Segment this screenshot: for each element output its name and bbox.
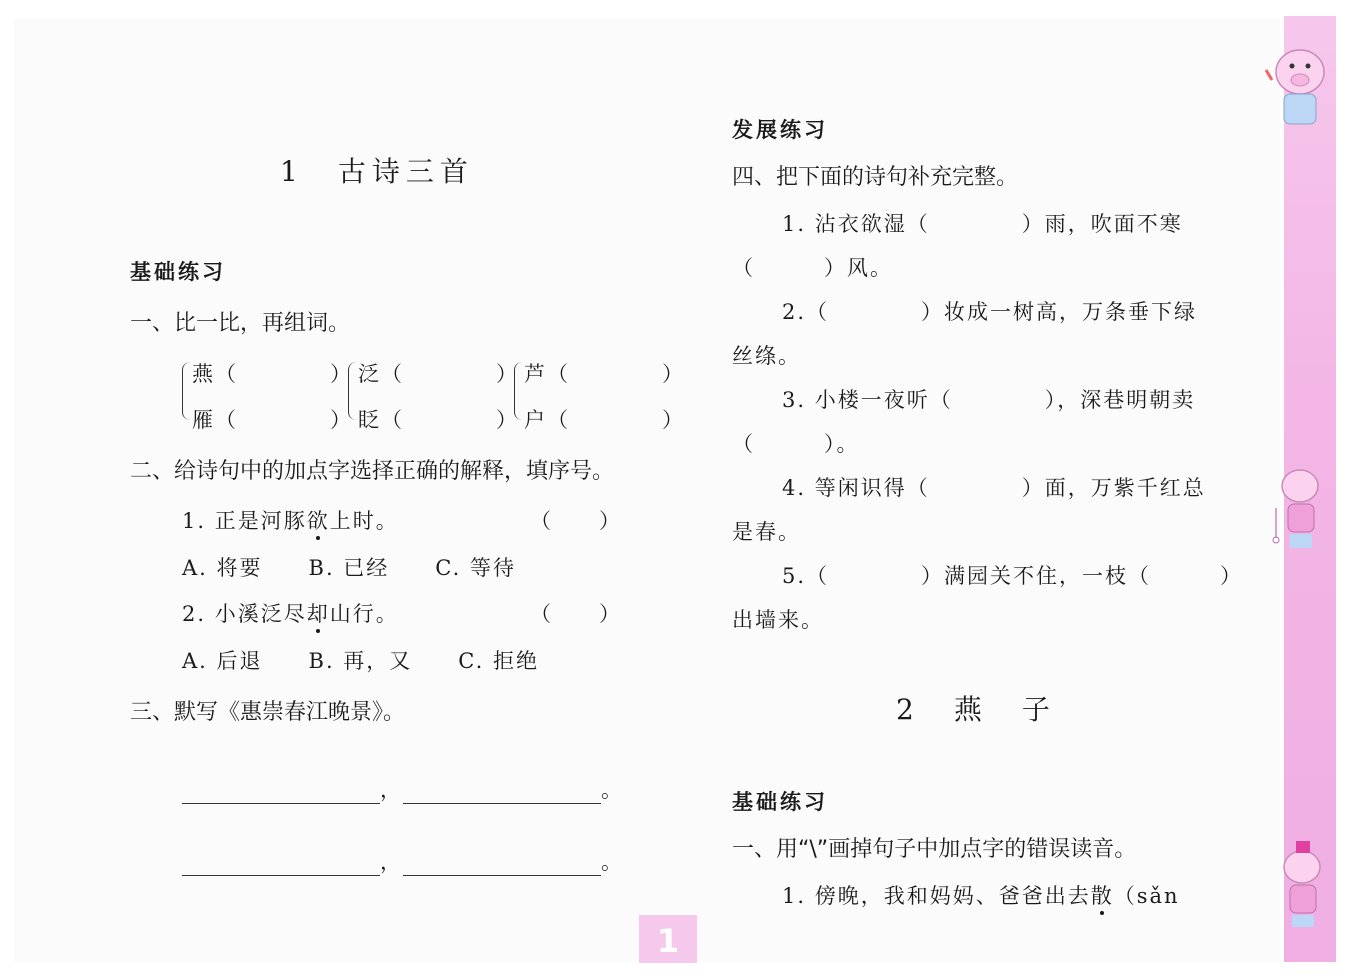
fill-line: （ ）风。 [732,256,893,280]
basic-practice-heading: 基础练习 [130,260,226,284]
fill-line: 3. 小楼一夜听（ ），深巷明朝卖 [782,388,1196,412]
fill-line: 4. 等闲识得（ ）面，万紫千红总 [782,476,1206,500]
text: 1. 傍晚，我和妈妈、爸爸出去 [782,884,1091,908]
blank-line [182,853,380,876]
blank-line [403,853,601,876]
blank-line [182,781,380,804]
question-3: 三、默写《惠崇春江晚景》。 [130,700,406,725]
comma: ， [380,778,403,802]
compare-item: 雁（ ） [192,408,353,432]
dotted-char: 欲 [306,509,330,533]
blank-line [403,781,601,804]
question-4: 四、把下面的诗句补充完整。 [732,165,1019,190]
poem-line-2 [182,598,399,628]
question-1-lesson-2: 一、用“\”画掉句子中加点字的错误读音。 [732,837,1137,862]
fill-line: 丝绦。 [732,344,801,368]
compare-item: 眨（ ） [358,408,519,432]
lesson-title: 1 古诗三首 [280,155,474,188]
period: 。 [601,778,624,802]
lesson-2-title: 2 燕 子 [896,693,1056,726]
fill-line: 5.（ ）满园关不住，一枝（ ） [782,564,1244,588]
question-1: 一、比一比，再组词。 [130,311,351,336]
pig-mascot-icon [1258,40,1338,135]
fill-line: 1. 沾衣欲湿（ ）雨，吹面不寒 [782,212,1183,236]
fill-line: 是春。 [732,520,801,544]
text: （sǎn [1113,884,1180,908]
compare-item: 户（ ） [524,408,685,432]
text: 山行。 [329,602,399,626]
development-practice-heading: 发展练习 [732,118,828,142]
fill-line: （ ）。 [732,432,860,456]
options-2: A. 后退 B. 再，又 C. 拒绝 [182,649,539,673]
compare-item: 芦（ ） [524,362,685,386]
compare-item: 燕（ ） [192,362,353,386]
text: 上时。 [329,509,399,533]
answer-paren: （ ） [530,602,622,626]
compare-item: 泛（ ） [358,362,519,386]
write-line-1 [182,774,624,804]
basic-practice-heading-2: 基础练习 [732,790,828,814]
poem-line-1 [182,505,399,535]
cartoon-character-icon [1258,460,1338,555]
dotted-char: 却 [306,602,330,626]
text: 2. 小溪泛尽 [182,602,307,626]
text: 1. 正是河豚 [182,509,307,533]
dotted-char: 散 [1090,884,1114,908]
cat-mascot-icon [1258,835,1338,935]
fill-line: 出墙来。 [732,608,824,632]
period: 。 [601,850,624,874]
answer-paren: （ ） [530,509,622,533]
question-2: 二、给诗句中的加点字选择正确的解释，填序号。 [130,459,615,484]
brace [182,362,191,420]
page-number: 1 [639,915,697,963]
write-line-2 [182,846,624,876]
fill-line: 2.（ ）妆成一树高，万条垂下绿 [782,300,1198,324]
sentence-1 [782,880,1180,910]
comma: ， [380,850,403,874]
options-1: A. 将要 B. 已经 C. 等待 [182,556,516,580]
